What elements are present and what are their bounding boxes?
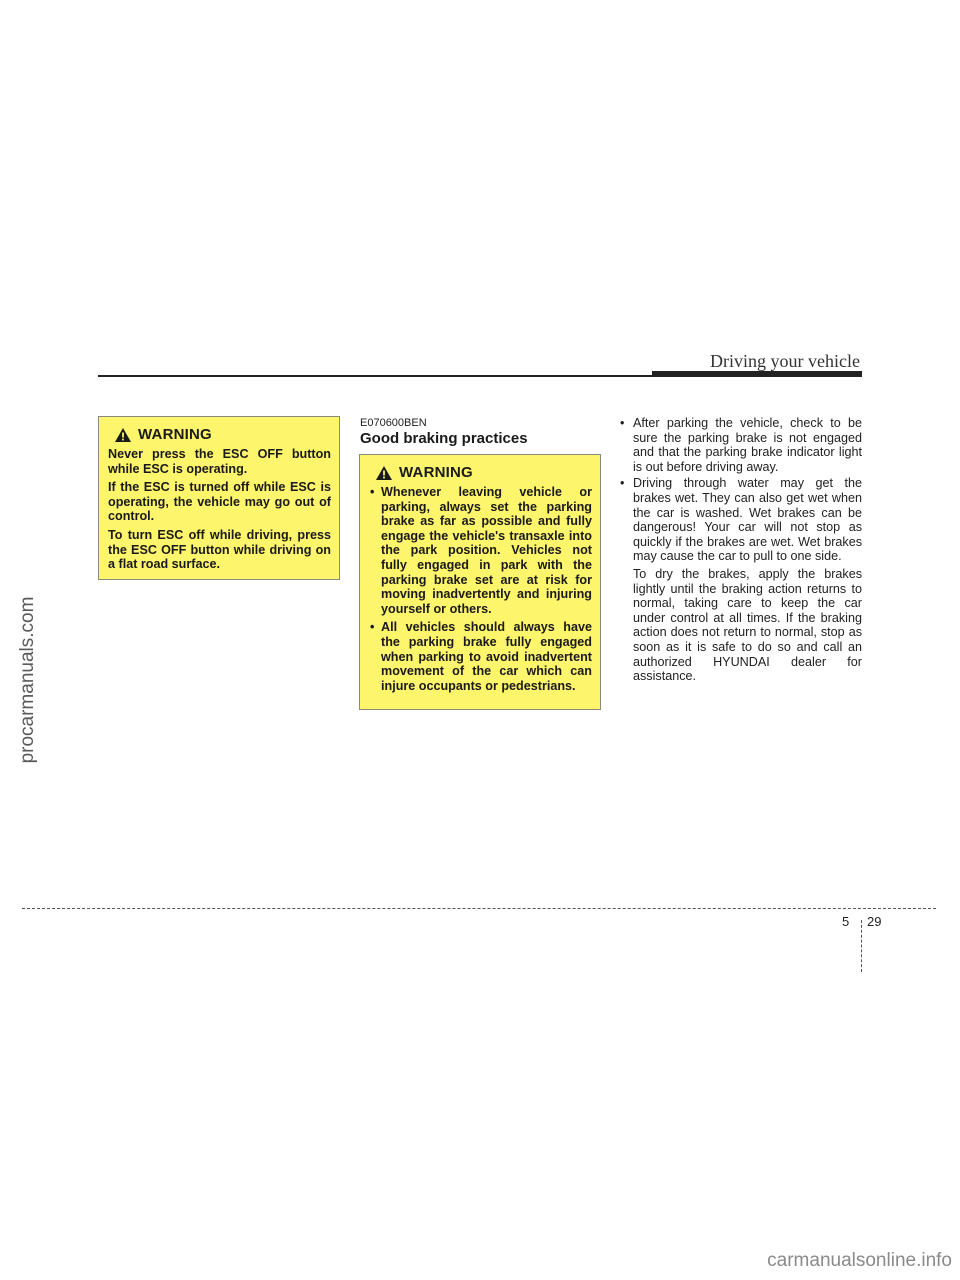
warning-text: If the ESC is turned off while ESC is operating, the vehicle may go out of control. — [108, 480, 331, 524]
footer-vertical-divider — [861, 920, 862, 972]
list-item: • All vehicles should always have the parking brake fully engaged when parking to avoid inadvertent movement of the car which can injure occupants or pedestrians. — [369, 620, 592, 693]
warning-bullet-list — [369, 485, 592, 693]
warning-text: To turn ESC off while driving, press the ESC OFF button while driving on a flat road surface. — [108, 527, 331, 572]
braking-tips-list — [620, 416, 862, 684]
watermark-bottom: carmanualsonline.info — [767, 1250, 952, 1271]
warning-box-parking — [359, 454, 601, 710]
list-item-text: Driving through water may get the brakes wet. They can also get wet when the car is washed. Wet brakes can be dangerous! Your car will not stop as quickly if the brakes are wet. Wet brakes may cause the car to pull to one side. — [633, 476, 862, 564]
warning-text: Never press the ESC OFF button while ESC is operating. — [108, 447, 331, 476]
section-title: Good braking practices — [360, 430, 528, 447]
warning-header — [369, 465, 592, 481]
footer-divider — [22, 908, 936, 909]
section-code: E070600BEN — [360, 417, 427, 429]
watermark-side: procarmanuals.com — [17, 596, 38, 764]
warning-triangle-icon — [375, 465, 393, 481]
list-item: • After parking the vehicle, check to be sure the parking brake is not engaged and that the parking brake indicator light is out before driving away. — [620, 416, 862, 474]
list-item-continuation: To dry the brakes, apply the brakes lightly until the braking action returns to normal, taking care to keep the car under control at all times. If the braking action does not return to normal, stop as soon as it is safe to do so and call an authorized HYUNDAI dealer for assistance. — [633, 566, 862, 684]
warning-title: WARNING — [138, 425, 212, 443]
header-title: Driving your vehicle — [710, 351, 860, 371]
page-number: 29 — [867, 914, 882, 929]
header-bar — [652, 371, 862, 377]
list-item: • Whenever leaving vehicle or parking, always set the parking brake as far as possible and fully engage the vehicle's transaxle into the park position. Vehicles not fully engaged in park with the parking brake set are at risk for moving inadvertently and injuring yourself or others. — [369, 485, 592, 616]
warning-header — [108, 427, 331, 443]
warning-box-esc — [98, 416, 340, 580]
warning-title: WARNING — [399, 463, 473, 481]
list-item — [620, 476, 862, 564]
warning-triangle-icon — [114, 427, 132, 443]
chapter-number: 5 — [842, 914, 850, 929]
